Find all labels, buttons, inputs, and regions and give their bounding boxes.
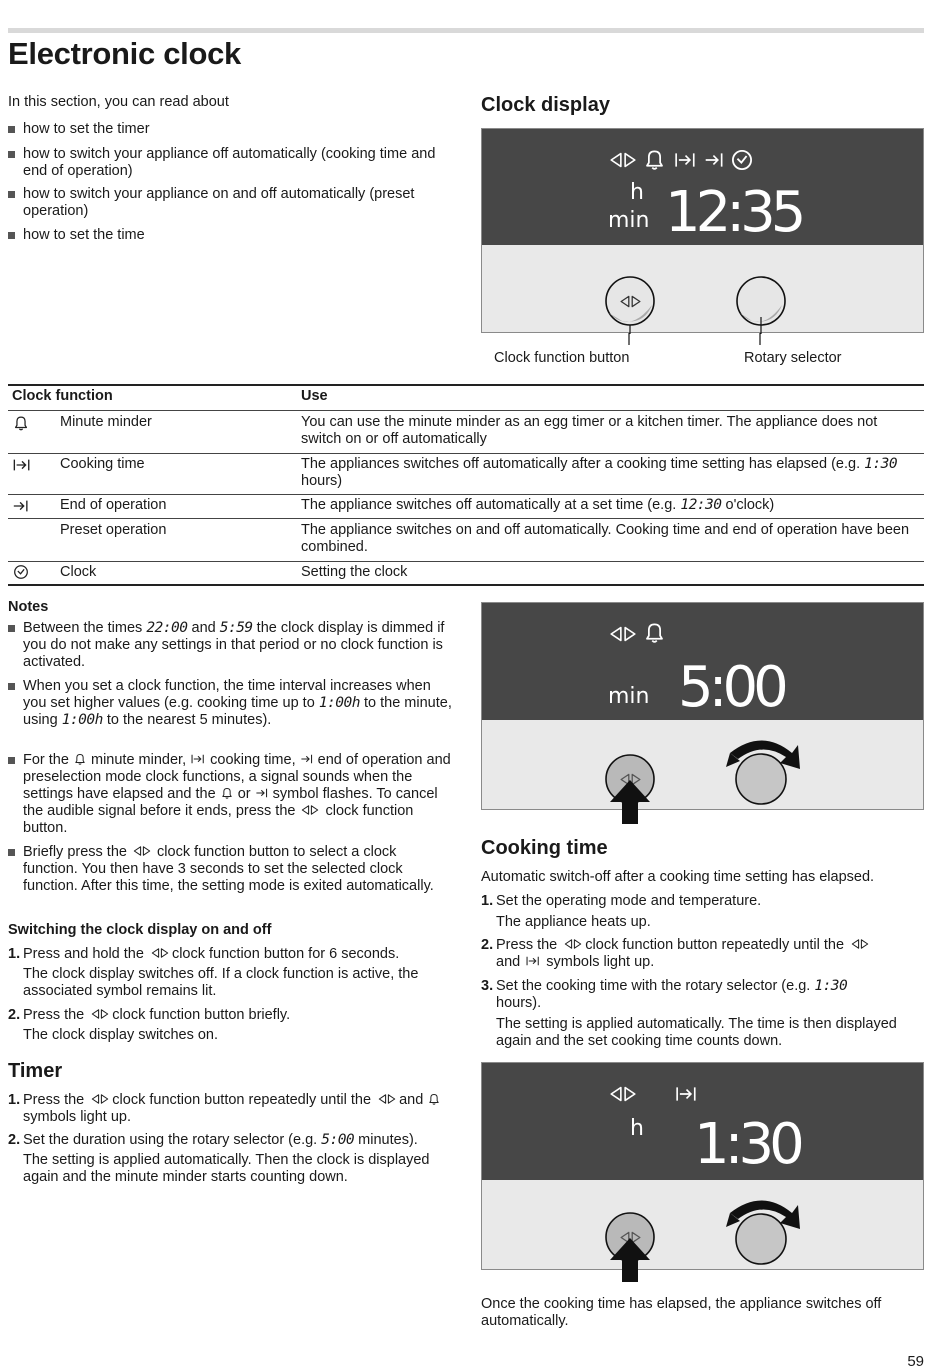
press-arrow-icon <box>610 780 650 824</box>
unit-h: h <box>630 1116 644 1141</box>
clock-display-heading: Clock display <box>481 94 610 116</box>
table-cell-function: Minute minder <box>60 414 152 430</box>
bell-icon <box>647 151 662 169</box>
label-clock-function-button: Clock function button <box>494 350 630 366</box>
step: 1. Press the clock function button repeatedly until the and symbols light up. <box>8 1092 448 1126</box>
intro-item: how to set the timer <box>8 121 458 138</box>
timer-display-panel <box>481 602 924 810</box>
table-cell-function: Cooking time <box>60 456 145 472</box>
intro-item: how to switch your appliance on and off automatically (preset operation) <box>8 186 460 220</box>
time-readout: 12:35 <box>665 180 802 245</box>
step: 3. Set the cooking time with the rotary selector (e.g. 1:30 hours). <box>481 978 848 1011</box>
table-cell-use: You can use the minute minder as an egg timer or a kitchen timer. The appliance does not switch on or off automatically <box>301 414 878 447</box>
table-cell-function: Clock <box>60 564 97 580</box>
table-cell-use: The appliances switches off automatically after a cooking time setting has elapsed (e.g. 1:30 hours) <box>301 456 898 489</box>
table-cell-function: End of operation <box>60 497 167 513</box>
switching-heading: Switching the clock display on and off <box>8 922 272 938</box>
table-cell-use: The appliance switches on and off automatically. Cooking time and end of operation have been combined. <box>301 522 910 555</box>
rotary-selector <box>736 754 786 804</box>
cooking-time-icon <box>676 153 694 166</box>
top-rule <box>8 28 924 33</box>
clock-display-panel <box>481 128 924 333</box>
clock-function-icon <box>611 628 635 641</box>
note-item: Briefly press the clock function button to select a clock function. You then have 3 seconds to set the selected clock function. After this time, the setting mode is exited automatically. <box>8 844 453 895</box>
intro-lead: In this section, you can read about <box>8 94 229 110</box>
step-result: The clock display switches on. <box>23 1027 219 1043</box>
clock-icon <box>733 151 751 169</box>
cooking-time-heading: Cooking time <box>481 837 608 859</box>
clock-function-icon <box>611 154 635 167</box>
step-result: The setting is applied automatically. Then the clock is displayed again and the minute minder starts counting down. <box>23 1152 430 1185</box>
unit-min: min <box>608 208 650 233</box>
cooking-time-icon <box>677 1087 695 1100</box>
table-cell-use: Setting the clock <box>301 564 408 580</box>
page-number: 59 <box>907 1353 924 1370</box>
unit-min: min <box>608 684 650 709</box>
table-cell-use: The appliance switches off automatically at a set time (e.g. 12:30 o'clock) <box>301 497 775 513</box>
step: 1. Press and hold the clock function button for 6 seconds. <box>8 946 400 962</box>
step-result: The clock display switches off. If a clock function is active, the associated symbol remains lit. <box>23 966 419 999</box>
notes-heading: Notes <box>8 599 49 615</box>
intro-item: how to set the time <box>8 227 458 244</box>
step-result: The setting is applied automatically. The time is then displayed again and the set cooking time counts down. <box>496 1016 897 1049</box>
time-readout: 5:00 <box>678 655 784 720</box>
bell-icon <box>647 624 662 642</box>
table-header-function: Clock function <box>12 388 113 404</box>
cooking-time-intro: Automatic switch-off after a cooking time setting has elapsed. <box>481 869 875 885</box>
note-item: Between the times 22:00 and 5:59 the clock display is dimmed if you do not make any settings in that period or no clock function is activated. <box>8 620 453 671</box>
step: 2. Set the duration using the rotary selector (e.g. 5:00 minutes). <box>8 1132 418 1148</box>
cooking-display-panel <box>481 1062 924 1270</box>
step: 2. Press the clock function button briefly. <box>8 1007 291 1023</box>
step: 2. Press the clock function button repeatedly until the and symbols light up. <box>481 937 881 971</box>
rotary-selector <box>736 1214 786 1264</box>
timer-heading: Timer <box>8 1060 63 1082</box>
step: 1. Set the operating mode and temperature. <box>481 893 762 909</box>
cooking-time-outro: Once the cooking time has elapsed, the appliance switches off automatically. <box>481 1296 882 1329</box>
label-rotary-selector: Rotary selector <box>744 350 842 366</box>
intro-item: how to switch your appliance off automatically (cooking time and end of operation) <box>8 146 460 180</box>
clock-function-button <box>606 277 654 325</box>
note-item: When you set a clock function, the time interval increases when you set higher values (e.g. cooking time up to 1:00h to the minute, using 1:00h to the nearest 5 minutes). <box>8 678 453 729</box>
end-of-operation-icon <box>12 497 32 514</box>
end-of-operation-icon <box>706 153 722 166</box>
clock-function-icon <box>611 1088 635 1101</box>
cooking-time-icon <box>12 456 32 473</box>
table-cell-function: Preset operation <box>60 522 167 538</box>
unit-h: h <box>630 180 644 205</box>
bell-icon <box>12 414 32 431</box>
page-title: Electronic clock <box>8 36 241 71</box>
note-item: For the minute minder, cooking time, end of operation and preselection mode clock functions, a signal sounds when the settings have elapsed and the or symbol flashes. To cancel the audible signal before it ends, press the clock function button. <box>8 752 453 837</box>
step-result: The appliance heats up. <box>496 914 651 930</box>
table-header-use: Use <box>301 388 328 404</box>
clock-icon <box>12 563 32 580</box>
time-readout: 1:30 <box>694 1112 800 1177</box>
press-arrow-icon <box>610 1238 650 1282</box>
